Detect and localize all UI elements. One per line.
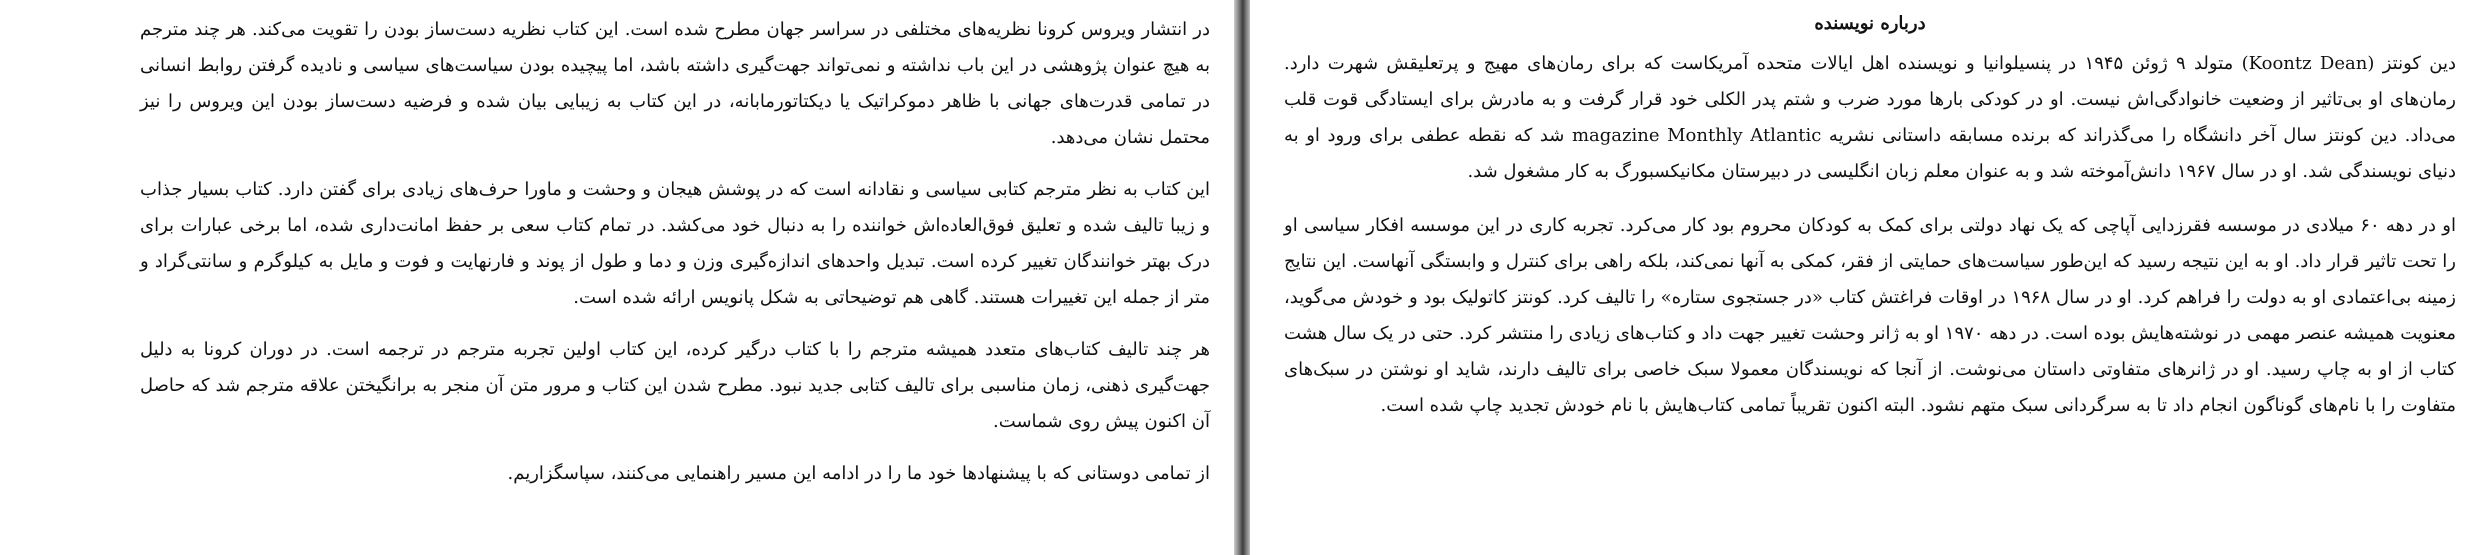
left-page (0, 0, 1234, 555)
right-paragraph-1: دین کونتز (Koontz Dean) متولد ۹ ژوئن ۱۹۴۵ در پنسیلوانیا و نویسنده اهل ایالات متحده آمریکاست که برای رمان‌های مهیج و پرتعلیقش شهرت دارد. رمان‌های او بی‌تاثیر از وضعیت خانوادگی‌اش نیست. او در کودکی بارها مورد ضرب و شتم پدر الکلی خود قرار گرفت و به مادرش برای ایستادگی قوت قلب می‌داد. دین کونتز سال آخر دانشگاه را می‌گذراند که برنده مسابقه داستانی نشریه magazine Monthly Atlantic شد که نقطه عطفی برای ورود او به دنیای نویسندگی شد. او در سال ۱۹۶۷ دانش‌آموخته شد و به عنوان معلم زبان انگلیسی در دبیرستان مکانیکسبورگ به کار مشغول شد. (1284, 53, 2457, 182)
left-paragraph-2: این کتاب به نظر مترجم کتابی سیاسی و نقادانه است که در پوشش هیجان و وحشت و ماورا حرف‌های زیادی برای گفتن دارد. کتاب بسیار جذاب و زیبا تالیف شده و تعلیق فوق‌العاده‌اش خواننده را به دنبال خود می‌کشد. در تمام کتاب سعی بر حفظ امانت‌داری شده، اما برخی عبارات برای درک بهتر خوانندگان تغییر کرده است. تبدیل واحدهای اندازه‌گیری وزن و دما و طول از پوند و فارنهایت و فوت و مایل به کیلوگرم و سانتی‌گراد و متر از جمله این تغییرات هستند. گاهی هم توضیحاتی به شکل پانویس ارائه شده است. (140, 179, 1210, 308)
left-paragraph-3: هر چند تالیف کتاب‌های متعدد همیشه مترجم را با کتاب درگیر کرده، این کتاب اولین تجربه مترجم در ترجمه است. در دوران کرونا به دلیل جهت‌گیری ذهنی، زمان مناسبی برای تالیف کتابی جدید نبود. مطرح شدن این کتاب و مرور متن آن منجر به برانگیختن علاقه مترجم شد که حاصل آن اکنون پیش روی شماست. (140, 339, 1210, 432)
right-page (1250, 0, 2484, 555)
left-paragraph-4: از تمامی دوستانی که با پیشنهادها خود ما را در ادامه این مسیر راهنمایی می‌کنند، سپاسگزاریم. (507, 463, 1210, 484)
section-title: درباره نویسنده (1814, 13, 1926, 34)
left-paragraph-1: در انتشار ویروس کرونا نظریه‌های مختلفی در سراسر جهان مطرح شده است. این کتاب نظریه دست‌ساز بودن را تقویت می‌کند. هر چند مترجم به هیچ عنوان پژوهشی در این باب نداشته و نمی‌تواند جهت‌گیری داشته باشد، اما پیچیده بودن سیاست‌های سیاسی و نادیده گرفتن روابط انسانی در تمامی قدرت‌های جهانی با ظاهر دموکراتیک یا دیکتاتورمابانه، در این کتاب به زیبایی بیان شده و فرضیه دست‌ساز بودن این ویروس را نیز محتمل نشان می‌دهد. (140, 19, 1210, 148)
right-paragraph-2: او در دهه ۶۰ میلادی در موسسه فقرزدایی آپاچی که یک نهاد دولتی برای کمک به کودکان محروم بود کار می‌کرد. تجربه کاری در این موسسه افکار سیاسی او را تحت تاثیر قرار داد. او به این نتیجه رسید که این‌طور سیاست‌های حمایتی از فقر، کمکی به آنها نمی‌کند، بلکه راهی برای کنترل و وابستگی آنهاست. این نتایج زمینه بی‌اعتمادی او به دولت را فراهم کرد. او در سال ۱۹۶۸ در اوقات فراغتش کتاب «در جستجوی ستاره» را تالیف کرد. کونتز کاتولیک بود و خودش می‌گوید، معنویت همیشه عنصر مهمی در نوشته‌هایش بوده است. در دهه ۱۹۷۰ او به ژانر وحشت تغییر جهت داد و کتاب‌های زیادی را منتشر کرد. حتی در یک سال هشت کتاب از او به چاپ رسید. او در ژانرهای متفاوتی داستان می‌نوشت. از آنجا که نویسندگان معمولا سبک خاصی برای تالیف دارند، شاید او نوشتن در سبک‌های متفاوت را با نام‌های گوناگون انجام داد تا به سرگردانی سبک متهم نشود. البته اکنون تقریباً تمامی کتاب‌هایش با نام خودش تجدید چاپ شده است. (1284, 215, 2456, 416)
book-gutter (1234, 0, 1250, 555)
